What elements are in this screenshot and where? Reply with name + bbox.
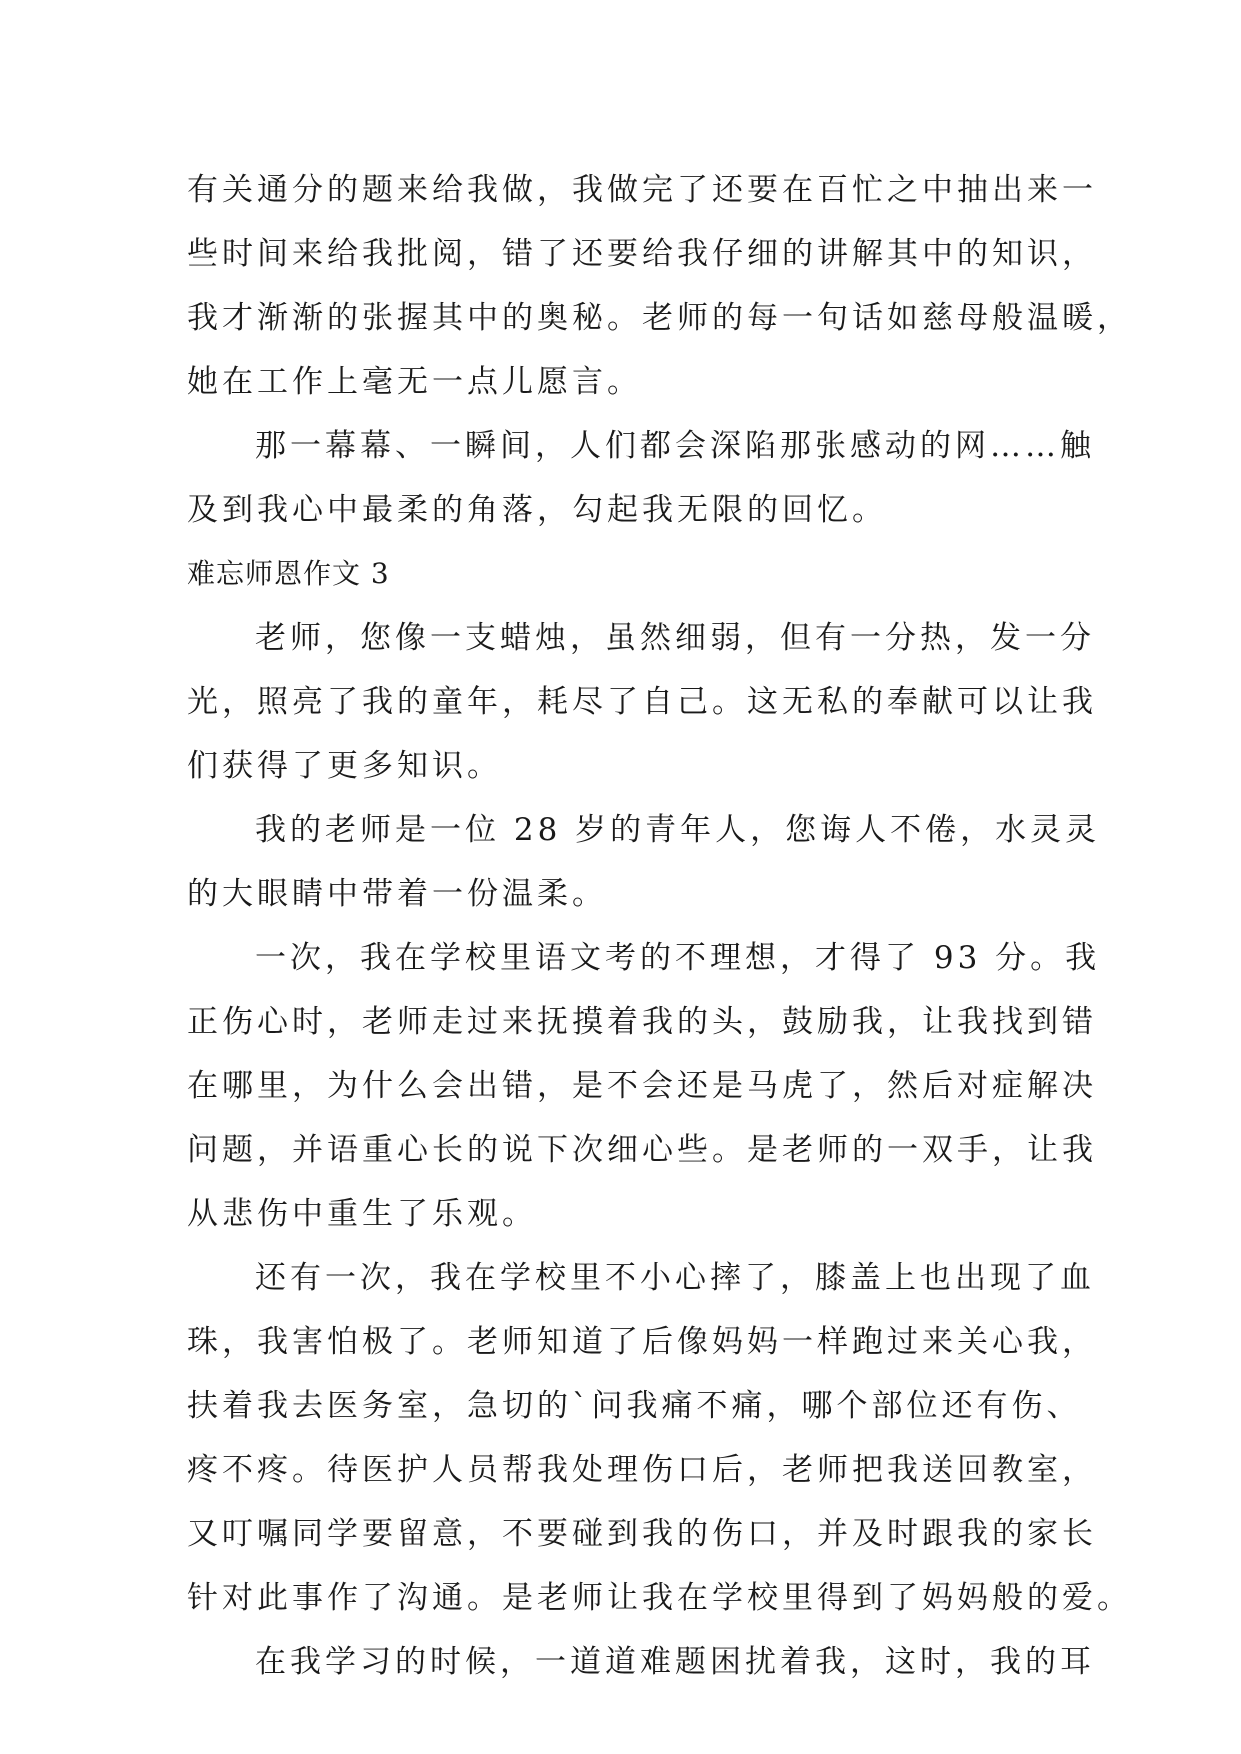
text-line: 我的老师是一位 28 岁的青年人，您诲人不倦，水灵灵 <box>255 812 1101 848</box>
text-line: 针对此事作了沟通。是老师让我在学校里得到了妈妈般的爱。 <box>187 1580 1132 1616</box>
text-line: 珠，我害怕极了。老师知道了后像妈妈一样跑过来关心我， <box>187 1324 1097 1360</box>
section-heading: 难忘师恩作文 3 <box>187 557 390 590</box>
text-line: 老师，您像一支蜡烛，虽然细弱，但有一分热，发一分 <box>255 620 1095 656</box>
text-line: 还有一次，我在学校里不小心摔了，膝盖上也出现了血 <box>255 1260 1095 1296</box>
text-line: 问题，并语重心长的说下次细心些。是老师的一双手，让我 <box>187 1132 1097 1168</box>
text-line: 我才渐渐的张握其中的奥秘。老师的每一句话如慈母般温暖， <box>187 300 1132 336</box>
text-line: 们获得了更多知识。 <box>187 748 502 784</box>
text-line: 疼不疼。待医护人员帮我处理伤口后，老师把我送回教室， <box>187 1452 1097 1488</box>
text-line: 那一幕幕、一瞬间，人们都会深陷那张感动的网……触 <box>255 428 1095 464</box>
text-line: 有关通分的题来给我做，我做完了还要在百忙之中抽出来一 <box>187 172 1097 208</box>
text-line: 从悲伤中重生了乐观。 <box>187 1196 537 1232</box>
text-line: 一次，我在学校里语文考的不理想，才得了 93 分。我 <box>255 940 1101 976</box>
text-line: 光，照亮了我的童年，耗尽了自己。这无私的奉献可以让我 <box>187 684 1097 720</box>
text-line: 扶着我去医务室，急切的`问我痛不痛，哪个部位还有伤、 <box>187 1388 1082 1424</box>
text-line: 在哪里，为什么会出错，是不会还是马虎了，然后对症解决 <box>187 1068 1097 1104</box>
text-line: 的大眼睛中带着一份温柔。 <box>187 876 607 912</box>
text-line: 正伤心时，老师走过来抚摸着我的头，鼓励我，让我找到错 <box>187 1004 1097 1040</box>
document-body <box>187 158 1132 1694</box>
text-line: 及到我心中最柔的角落，勾起我无限的回忆。 <box>187 492 887 528</box>
text-line: 又叮嘱同学要留意，不要碰到我的伤口，并及时跟我的家长 <box>187 1516 1097 1552</box>
text-line: 在我学习的时候，一道道难题困扰着我，这时，我的耳 <box>255 1644 1095 1680</box>
text-line: 她在工作上毫无一点儿愿言。 <box>187 364 642 400</box>
text-line: 些时间来给我批阅，错了还要给我仔细的讲解其中的知识， <box>187 236 1097 272</box>
